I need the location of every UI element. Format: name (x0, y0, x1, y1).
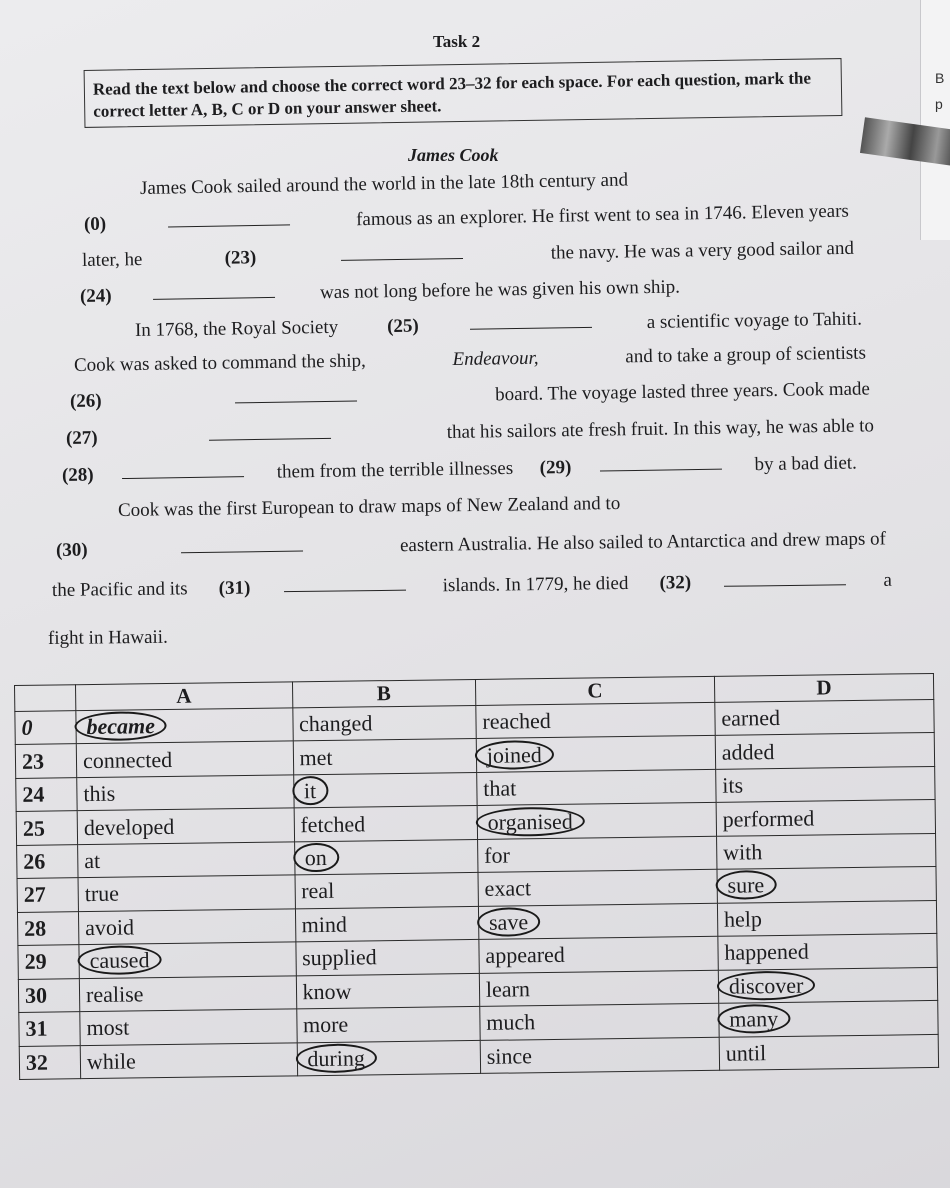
option-cell[interactable] (77, 808, 294, 844)
passage-text: the navy. He was a very good sailor and (550, 237, 855, 264)
option-cell[interactable] (716, 833, 936, 869)
option-cell[interactable] (295, 940, 479, 976)
answer-blank (181, 537, 303, 554)
option-cell[interactable] (294, 839, 478, 875)
option-text: learn (485, 976, 531, 1002)
option-text: at (84, 847, 101, 874)
option-cell[interactable] (293, 739, 477, 775)
option-text: changed (298, 710, 373, 737)
passage-text: James Cook sailed around the world in the late 18th century and (139, 169, 629, 199)
option-text: happened (724, 939, 809, 966)
option-text: added (721, 738, 775, 765)
row-number: 28 (17, 911, 78, 945)
question-number: (31) (218, 577, 251, 599)
option-text: its (722, 772, 744, 798)
option-text: know (302, 978, 352, 1005)
passage-text: and to take a group of scientists (625, 342, 867, 368)
row-number: 27 (17, 878, 78, 912)
answer-options-table (14, 673, 939, 1080)
question-number: (30) (55, 539, 88, 561)
passage-line (56, 528, 886, 562)
passage-text: later, he (81, 249, 143, 271)
circled-answer: sure (715, 871, 776, 901)
answer-blank (209, 424, 331, 441)
answer-blank (600, 455, 722, 472)
question-number: (29) (539, 456, 572, 479)
option-cell[interactable] (78, 842, 295, 878)
passage-text: by a bad diet. (754, 452, 858, 476)
answer-blank (283, 576, 405, 592)
option-text: until (725, 1039, 767, 1066)
circled-answer: save (477, 907, 540, 937)
circled-answer: became (74, 711, 167, 741)
passage-text: was not long before he was given his own ship. (319, 276, 681, 304)
option-text: earned (721, 705, 781, 731)
row-number: 29 (18, 945, 79, 979)
column-header-b: B (292, 679, 476, 707)
passage-line (118, 489, 883, 522)
option-text: connected (82, 746, 173, 773)
option-cell[interactable] (477, 836, 716, 873)
option-cell[interactable] (717, 867, 937, 903)
passage-text: Endeavour, (452, 347, 539, 371)
passage-line (62, 453, 857, 487)
circled-answer: on (293, 843, 339, 873)
passage-line (140, 166, 845, 200)
option-cell[interactable] (478, 903, 717, 940)
passage-text: eastern Australia. He also sailed to Antarctica and drew maps of (399, 528, 887, 557)
option-cell[interactable] (719, 1034, 939, 1070)
passage-text: the Pacific and its (51, 578, 188, 601)
option-cell[interactable] (718, 934, 938, 970)
option-cell[interactable] (78, 875, 295, 911)
option-cell[interactable] (293, 772, 477, 808)
column-header-c: C (475, 676, 714, 705)
option-cell[interactable] (715, 699, 935, 735)
option-cell[interactable] (479, 970, 718, 1007)
circled-answer: caused (77, 945, 161, 975)
option-text: developed (83, 813, 175, 840)
option-text: for (483, 842, 510, 868)
option-text: most (86, 1014, 130, 1041)
option-cell[interactable] (480, 1037, 719, 1074)
passage-line (70, 378, 870, 413)
row-number: 31 (19, 1012, 80, 1046)
option-cell[interactable] (716, 766, 936, 802)
circled-answer: organised (476, 806, 586, 836)
option-text: met (299, 744, 333, 770)
circled-answer: it (292, 776, 329, 805)
question-number: (0) (83, 213, 107, 235)
passage-text: them from the terrible illnesses (276, 457, 514, 483)
option-text: more (302, 1011, 349, 1038)
option-cell[interactable] (717, 900, 937, 936)
row-number: 0 (15, 711, 76, 745)
circled-answer: many (717, 1004, 790, 1034)
option-text: much (486, 1009, 536, 1036)
header-blank (15, 685, 76, 712)
option-text: reached (482, 708, 551, 735)
passage-text: board. The voyage lasted three years. Cook made (494, 378, 871, 406)
instructions-box: Read the text below and choose the correct word 23–32 for each space. For each question, mark the correct letter A, B, C or D on your answer sheet. (84, 58, 843, 128)
option-text: fetched (300, 810, 366, 837)
passage-text: that his sailors ate fresh fruit. In this way, he was able to (446, 415, 875, 444)
option-cell[interactable] (79, 942, 296, 978)
option-text: help (723, 906, 763, 932)
column-header-d: D (714, 673, 933, 702)
question-number: (28) (61, 464, 94, 486)
option-cell[interactable] (716, 800, 936, 836)
question-number: (27) (65, 427, 98, 449)
column-header-a: A (76, 682, 293, 711)
passage-line (74, 343, 866, 377)
row-number: 24 (16, 778, 77, 812)
option-text: that (483, 775, 517, 801)
option-text: appeared (485, 942, 566, 969)
row-number: 23 (15, 744, 76, 778)
option-cell[interactable] (476, 736, 715, 773)
passage-text: Cook was the first European to draw maps of New Zealand and to (117, 492, 621, 521)
option-cell[interactable] (76, 741, 293, 777)
question-number: (32) (659, 572, 692, 594)
circled-answer: joined (475, 740, 554, 770)
option-cell[interactable] (715, 733, 935, 769)
row-number: 25 (16, 811, 77, 845)
row-number: 30 (18, 978, 79, 1012)
passage-line (82, 238, 854, 272)
question-number: (26) (69, 390, 102, 412)
option-cell[interactable] (77, 775, 294, 811)
option-cell[interactable] (76, 708, 293, 744)
option-cell[interactable] (292, 705, 476, 741)
answer-blank (122, 462, 244, 479)
task-title: Task 2 (433, 32, 481, 51)
option-text: while (86, 1048, 136, 1074)
option-cell[interactable] (476, 702, 715, 739)
answer-blank (153, 283, 275, 300)
passage-text: a scientific voyage to Tahiti. (646, 308, 863, 333)
option-cell[interactable] (718, 967, 938, 1003)
option-text: with (722, 839, 763, 865)
option-text: mind (301, 911, 348, 938)
question-number: (25) (386, 315, 419, 338)
option-text: real (301, 878, 335, 904)
row-number: 32 (19, 1045, 80, 1079)
passage-text: fight in Hawaii. (47, 626, 168, 649)
passage-text: a (883, 569, 893, 591)
row-number: 26 (17, 844, 78, 878)
passage-line (48, 626, 208, 650)
question-number: (24) (79, 285, 112, 307)
option-text: this (83, 780, 116, 807)
option-cell[interactable] (295, 906, 479, 942)
option-cell[interactable] (295, 873, 479, 909)
option-text: true (84, 881, 120, 907)
question-number: (23) (224, 247, 257, 269)
option-cell[interactable] (296, 1007, 480, 1043)
option-text: realise (85, 981, 144, 1007)
passage-line (80, 277, 680, 308)
option-text: supplied (301, 944, 377, 971)
option-cell[interactable] (296, 973, 480, 1009)
passage-text: famous as an explorer. He first went to sea in 1746. Eleven years (355, 200, 850, 231)
answer-blank (168, 210, 290, 227)
option-cell[interactable] (297, 1040, 481, 1076)
option-cell[interactable] (294, 806, 478, 842)
option-cell[interactable] (78, 909, 295, 945)
option-text: exact (484, 875, 532, 902)
passage-text: islands. In 1779, he died (442, 572, 629, 597)
option-cell[interactable] (479, 936, 718, 973)
option-text: avoid (85, 914, 135, 941)
passage-line (52, 570, 892, 602)
option-cell[interactable] (80, 1042, 297, 1078)
option-text: performed (722, 805, 815, 832)
answer-blank (340, 244, 462, 261)
option-cell[interactable] (478, 870, 717, 907)
passage-line (66, 415, 874, 450)
passage-line (135, 309, 862, 342)
option-cell[interactable] (477, 769, 716, 806)
adjacent-page-edge: B p (920, 0, 950, 240)
answer-blank (724, 570, 846, 586)
passage-text: In 1768, the Royal Society (134, 316, 339, 341)
option-cell[interactable] (80, 1009, 297, 1045)
answer-blank (470, 313, 592, 330)
story-title: James Cook (408, 145, 499, 165)
option-cell[interactable] (719, 1001, 939, 1037)
option-cell[interactable] (79, 975, 296, 1011)
answer-options-table-wrap (14, 673, 939, 1080)
passage-text: Cook was asked to command the ship, (73, 350, 366, 376)
option-cell[interactable] (480, 1003, 719, 1040)
passage-line (84, 201, 849, 236)
answer-blank (235, 386, 357, 403)
circled-answer: during (295, 1043, 377, 1073)
circled-answer: discover (717, 970, 816, 1000)
option-text: since (486, 1043, 533, 1069)
option-cell[interactable] (477, 803, 716, 840)
